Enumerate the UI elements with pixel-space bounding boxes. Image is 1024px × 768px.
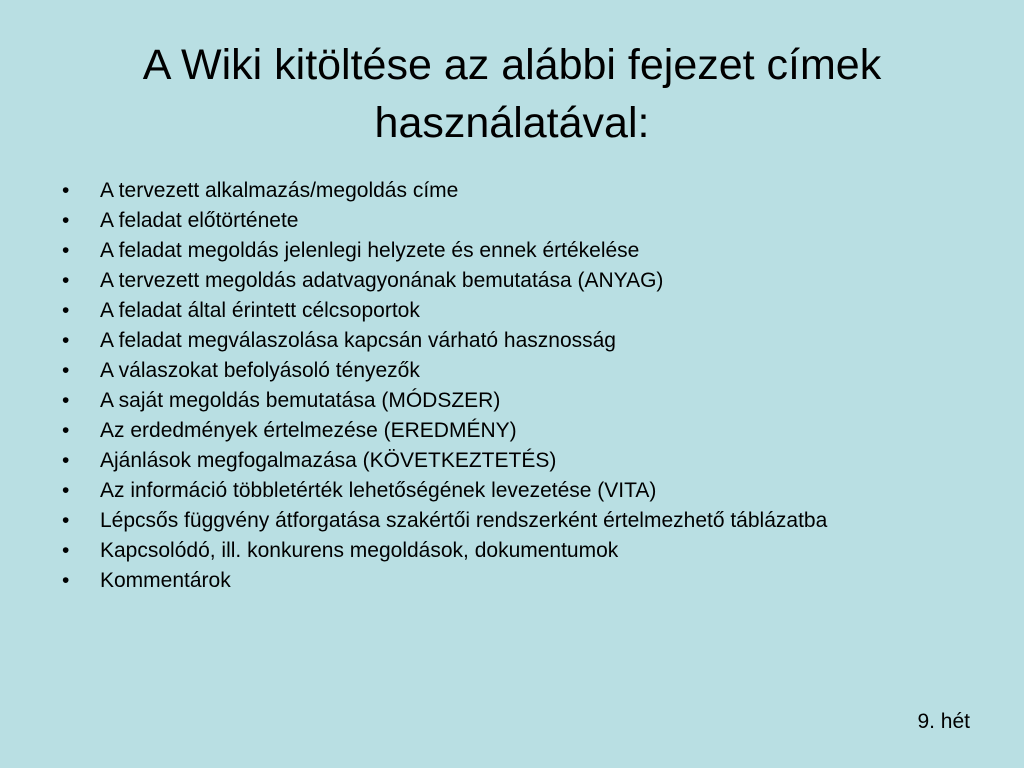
list-item (62, 360, 962, 381)
list-item (62, 240, 962, 261)
list-item (62, 390, 962, 411)
bullet-icon: • (62, 329, 70, 352)
list-item-text: Kapcsolódó, ill. konkurens megoldások, dokumentumok (100, 539, 619, 562)
bullet-icon: • (62, 209, 70, 232)
bullet-icon: • (62, 269, 70, 292)
bullet-icon: • (62, 359, 70, 382)
list-item (62, 450, 962, 471)
bullet-icon: • (62, 239, 70, 262)
list-item-text: A feladat megoldás jelenlegi helyzete és ennek értékelése (100, 239, 640, 262)
list-item (62, 180, 962, 201)
list-item (62, 330, 962, 351)
slide-title: A Wiki kitöltése az alábbi fejezet címek használatával: (142, 41, 882, 147)
list-item (62, 300, 962, 321)
list-item (62, 510, 962, 531)
bullet-list (62, 180, 962, 600)
list-item (62, 540, 962, 561)
bullet-icon: • (62, 389, 70, 412)
list-item-text: Az információ többletérték lehetőségének levezetése (VITA) (100, 479, 657, 502)
list-item-text: A tervezett megoldás adatvagyonának bemutatása (ANYAG) (100, 269, 664, 292)
list-item-text: Lépcsős függvény átforgatása szakértői rendszerként értelmezhető táblázatba (100, 509, 828, 532)
list-item-text: A feladat megválaszolása kapcsán várható hasznosság (100, 329, 616, 352)
list-item-text: A válaszokat befolyásoló tényezők (100, 359, 420, 382)
list-item-text: A saját megoldás bemutatása (MÓDSZER) (100, 389, 501, 412)
list-item (62, 420, 962, 441)
list-item-text: Kommentárok (100, 569, 231, 592)
bullet-icon: • (62, 509, 70, 532)
list-item (62, 570, 962, 591)
list-item-text: A feladat által érintett célcsoportok (100, 299, 420, 322)
list-item-text: A tervezett alkalmazás/megoldás címe (100, 179, 459, 202)
bullet-icon: • (62, 419, 70, 442)
slide-footer-week: 9. hét (917, 710, 970, 733)
list-item (62, 480, 962, 501)
bullet-icon: • (62, 179, 70, 202)
list-item-text: Az erdedmények értelmezése (EREDMÉNY) (100, 419, 517, 442)
list-item (62, 210, 962, 231)
bullet-icon: • (62, 299, 70, 322)
list-item-text: Ajánlások megfogalmazása (KÖVETKEZTETÉS) (100, 449, 557, 472)
bullet-icon: • (62, 449, 70, 472)
list-item-text: A feladat előtörténete (100, 209, 299, 232)
list-item (62, 270, 962, 291)
bullet-icon: • (62, 479, 70, 502)
bullet-icon: • (62, 569, 70, 592)
bullet-icon: • (62, 539, 70, 562)
